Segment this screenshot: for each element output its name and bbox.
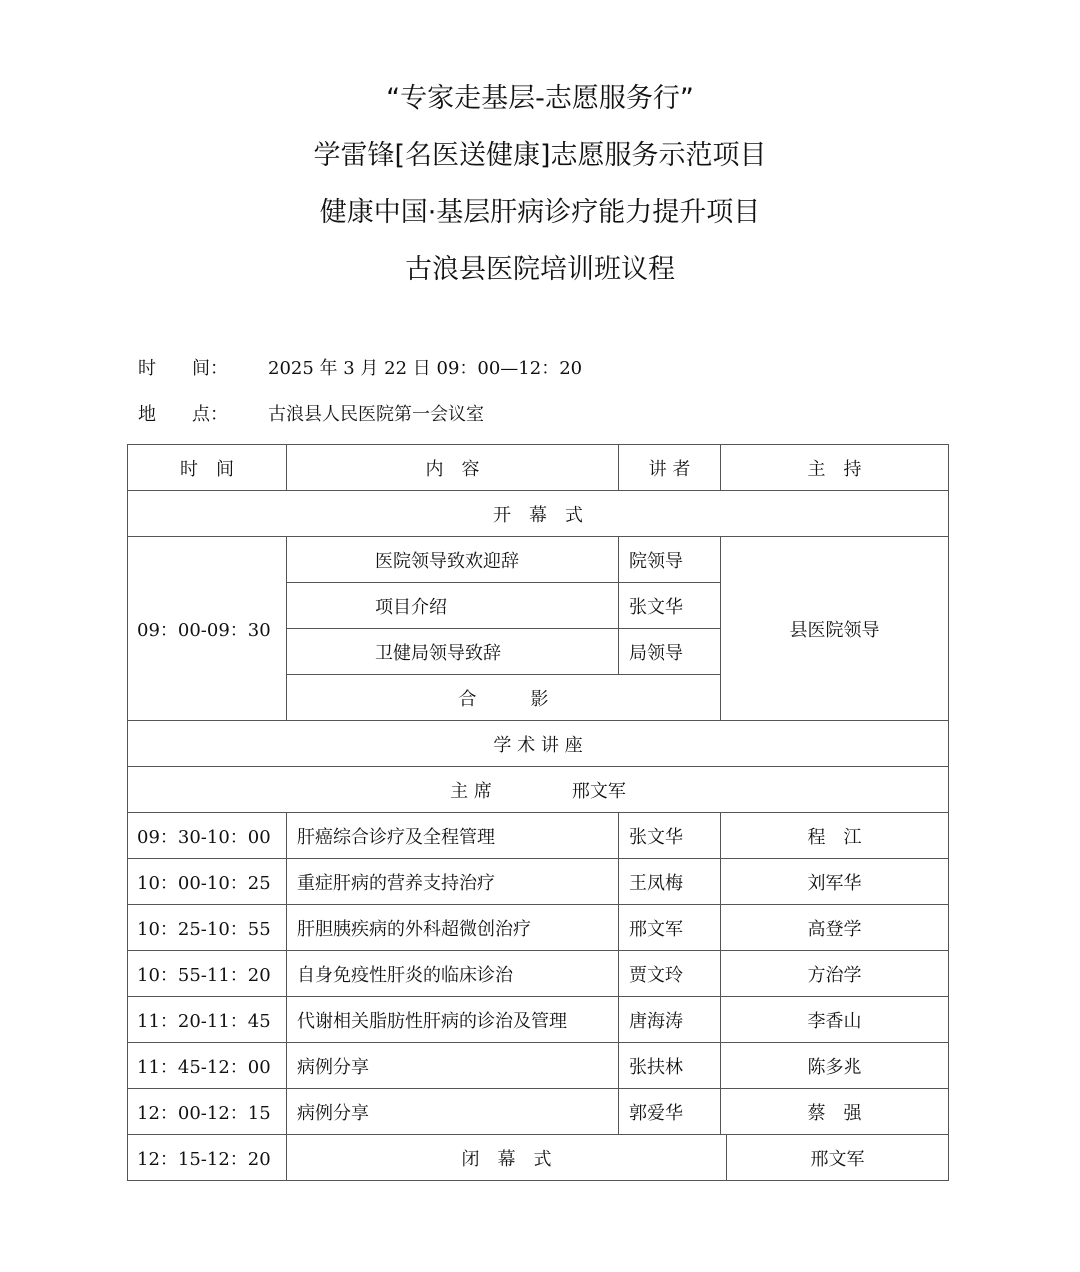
table-row (128, 537, 949, 583)
opening-section-row (128, 491, 949, 537)
title-line-3: 健康中国·基层肝病诊疗能力提升项目 (319, 197, 761, 228)
lecture-time: 09：30-10：00 (128, 813, 287, 859)
opening-host: 县医院领导 (721, 537, 949, 721)
lecture-time: 10：25-10：55 (128, 905, 287, 951)
lecture-topic: 自身免疫性肝炎的临床诊治 (287, 951, 619, 997)
lecture-speaker: 邢文军 (619, 905, 721, 951)
lecture-speaker: 张扶林 (619, 1043, 721, 1089)
header-content: 内 容 (287, 445, 619, 491)
meta-place-value: 古浪县人民医院第一会议室 (268, 404, 484, 425)
lecture-speaker: 贾文玲 (619, 951, 721, 997)
opening-section-title: 开 幕 式 (128, 491, 949, 537)
chair-label: 主 席 (450, 780, 492, 802)
lecture-time: 11：45-12：00 (128, 1043, 287, 1089)
lecture-host: 高登学 (721, 905, 949, 951)
lecture-speaker: 张文华 (619, 813, 721, 859)
lecture-host: 陈多兆 (721, 1043, 949, 1089)
lecture-host: 刘军华 (721, 859, 949, 905)
title-line-2: 学雷锋[名医送健康]志愿服务示范项目 (313, 140, 767, 171)
lecture-speaker: 郭爱华 (619, 1089, 721, 1135)
meta-time-value: 2025 年 3 月 22 日 09：00—12：20 (268, 358, 583, 379)
agenda-table (127, 444, 949, 1181)
lecture-topic: 病例分享 (287, 1043, 619, 1089)
opening-item-content: 卫健局领导致辞 (287, 629, 619, 675)
opening-item-speaker: 局领导 (619, 629, 721, 675)
lecture-host: 方治学 (721, 951, 949, 997)
table-row (128, 813, 949, 859)
opening-photo: 合 影 (287, 675, 721, 721)
meta-time-line (138, 357, 582, 381)
table-row (128, 1089, 949, 1135)
lecture-speaker: 王凤梅 (619, 859, 721, 905)
lecture-topic: 重症肝病的营养支持治疗 (287, 859, 619, 905)
lecture-topic: 肝胆胰疾病的外科超微创治疗 (287, 905, 619, 951)
lecture-topic: 肝癌综合诊疗及全程管理 (287, 813, 619, 859)
lecture-time: 10：00-10：25 (128, 859, 287, 905)
table-row (128, 905, 949, 951)
chair-name: 邢文军 (571, 780, 626, 802)
lecture-topic: 代谢相关脂肪性肝病的诊治及管理 (287, 997, 619, 1043)
lecture-time: 12：00-12：15 (128, 1089, 287, 1135)
lecture-speaker: 唐海涛 (619, 997, 721, 1043)
table-row (128, 951, 949, 997)
lecture-topic: 病例分享 (287, 1089, 619, 1135)
lecture-section-row (128, 721, 949, 767)
meta-place-line (138, 403, 484, 427)
meta-time-label: 时 间： (138, 358, 228, 379)
closing-label: 闭 幕 式 (287, 1135, 727, 1181)
chair-cell (128, 767, 949, 813)
opening-time: 09：00-09：30 (128, 537, 287, 721)
lecture-time: 11：20-11：45 (128, 997, 287, 1043)
header-time: 时 间 (128, 445, 287, 491)
opening-item-speaker: 张文华 (619, 583, 721, 629)
opening-item-content: 项目介绍 (287, 583, 619, 629)
title-line-1: “专家走基层-志愿服务行” (386, 83, 694, 114)
meta-place-label: 地 点： (138, 404, 228, 425)
header-speaker: 讲 者 (619, 445, 721, 491)
document-title-block (0, 70, 1080, 298)
table-row (128, 859, 949, 905)
title-line-4: 古浪县医院培训班议程 (405, 254, 675, 285)
lecture-host: 程 江 (721, 813, 949, 859)
header-row (128, 445, 949, 491)
chair-row (128, 767, 949, 813)
table-row (128, 997, 949, 1043)
lecture-host: 李香山 (721, 997, 949, 1043)
lecture-section-title: 学 术 讲 座 (128, 721, 949, 767)
closing-row (128, 1135, 949, 1181)
lecture-time: 10：55-11：20 (128, 951, 287, 997)
table-row (128, 1043, 949, 1089)
header-host: 主 持 (721, 445, 949, 491)
opening-item-speaker: 院领导 (619, 537, 721, 583)
closing-time: 12：15-12：20 (128, 1135, 287, 1181)
closing-host: 邢文军 (727, 1135, 949, 1181)
opening-item-content: 医院领导致欢迎辞 (287, 537, 619, 583)
lecture-host: 蔡 强 (721, 1089, 949, 1135)
